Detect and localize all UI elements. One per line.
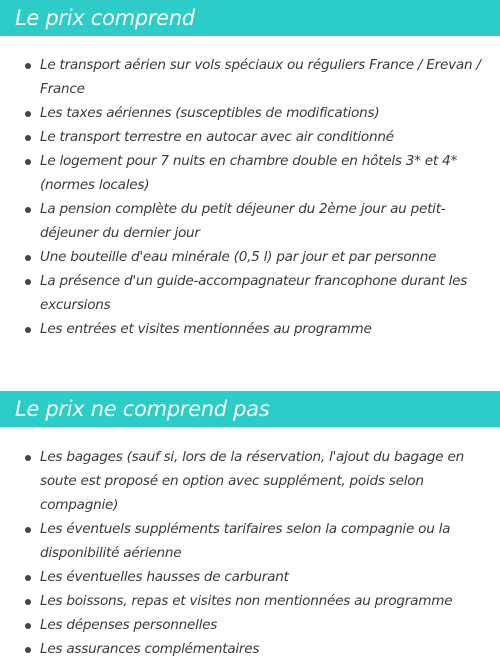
list-item xyxy=(0,445,500,517)
list-item-text: Une bouteille d'eau minérale (0,5 l) par jour et par personne xyxy=(40,249,437,265)
bullet-icon xyxy=(25,575,31,581)
bullet-icon xyxy=(25,111,31,117)
bullet-icon xyxy=(25,623,31,629)
list-item xyxy=(0,197,500,245)
list-item xyxy=(0,317,500,341)
list-item-text: La pension complète du petit déjeuner du 2ème jour au petit-déjeuner du dernier jour xyxy=(40,201,446,241)
list-item xyxy=(0,125,500,149)
bullet-icon xyxy=(25,455,31,461)
list-item xyxy=(0,53,500,101)
excluded-heading: Le prix ne comprend pas xyxy=(0,391,500,427)
list-item xyxy=(0,101,500,125)
list-item xyxy=(0,637,500,661)
list-item xyxy=(0,613,500,637)
list-item-text: Les dépenses personnelles xyxy=(40,617,218,633)
bullet-icon xyxy=(25,327,31,333)
list-item-text: Les assurances complémentaires xyxy=(40,641,260,657)
list-item xyxy=(0,245,500,269)
bullet-icon xyxy=(25,279,31,285)
list-item-text: Les boissons, repas et visites non mentionnées au programme xyxy=(40,593,453,609)
list-item-text: Le transport terrestre en autocar avec air conditionné xyxy=(40,129,394,145)
bullet-icon xyxy=(25,527,31,533)
list-item-text: Le logement pour 7 nuits en chambre double en hôtels 3* et 4* (normes locales) xyxy=(40,153,457,193)
bullet-icon xyxy=(25,255,31,261)
excluded-list xyxy=(0,445,500,661)
list-item xyxy=(0,517,500,565)
included-list xyxy=(0,53,500,341)
bullet-icon xyxy=(25,135,31,141)
included-heading: Le prix comprend xyxy=(0,0,500,36)
bullet-icon xyxy=(25,63,31,69)
list-item xyxy=(0,565,500,589)
list-item-text: Les bagages (sauf si, lors de la réservation, l'ajout du bagage en soute est proposé en option avec supplément, poids selon compagnie) xyxy=(40,449,464,513)
list-item xyxy=(0,149,500,197)
excluded-section xyxy=(0,391,500,661)
list-item-text: Les éventuels suppléments tarifaires selon la compagnie ou la disponibilité aérienne xyxy=(40,521,451,561)
list-item-text: La présence d'un guide-accompagnateur francophone durant les excursions xyxy=(40,273,468,313)
list-item xyxy=(0,269,500,317)
bullet-icon xyxy=(25,207,31,213)
list-item-text: Les éventuelles hausses de carburant xyxy=(40,569,289,585)
bullet-icon xyxy=(25,159,31,165)
list-item-text: Les taxes aériennes (susceptibles de modifications) xyxy=(40,105,380,121)
list-item xyxy=(0,589,500,613)
bullet-icon xyxy=(25,647,31,653)
list-item-text: Le transport aérien sur vols spéciaux ou réguliers France / Erevan / France xyxy=(40,57,481,97)
bullet-icon xyxy=(25,599,31,605)
list-item-text: Les entrées et visites mentionnées au programme xyxy=(40,321,372,337)
